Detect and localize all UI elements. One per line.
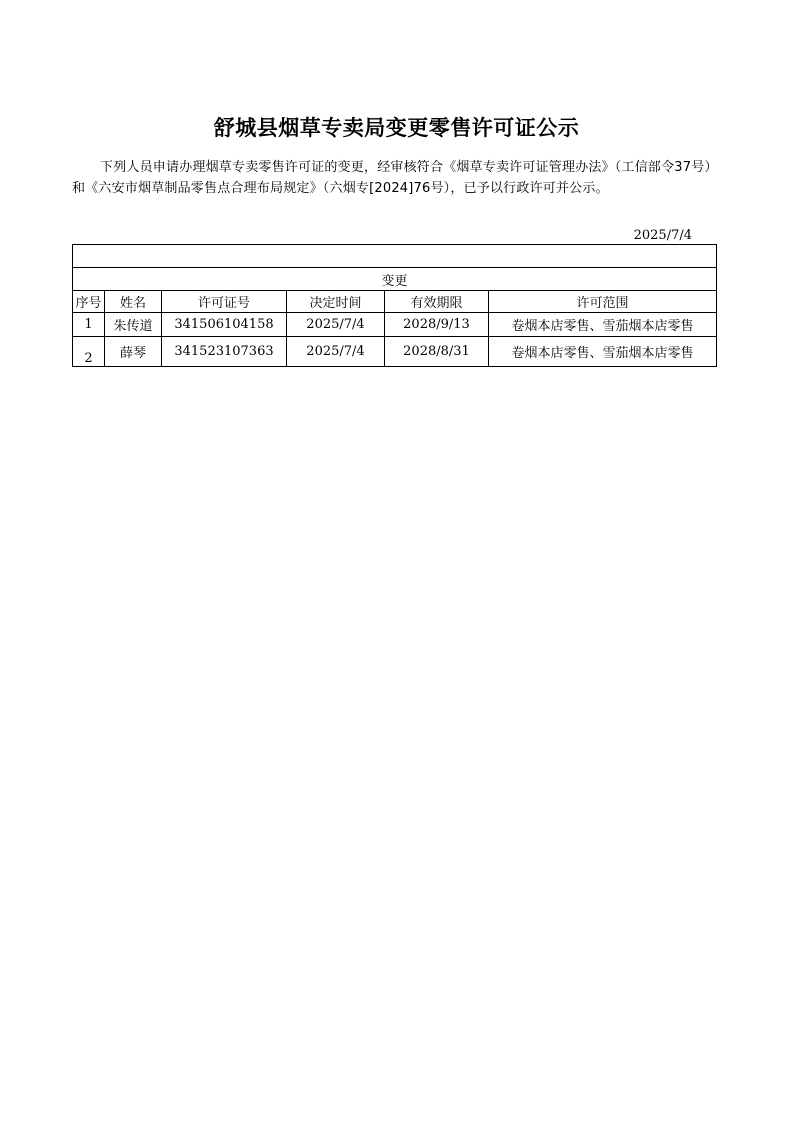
cell-name: 朱传道 [105,313,162,337]
cell-license-no: 341523107363 [162,337,287,367]
publish-date: 2025/7/4 [633,228,692,243]
table-group-row [73,268,717,291]
cell-valid-until: 2028/8/31 [385,337,489,367]
cell-decision-date: 2025/7/4 [287,337,385,367]
cell-scope: 卷烟本店零售、雪茄烟本店零售 [489,337,717,367]
table-row [73,337,717,367]
blank-cell [73,245,717,268]
header-decision-date: 决定时间 [287,291,385,313]
cell-seq: 2 [73,337,105,367]
header-name: 姓名 [105,291,162,313]
group-header-change: 变更 [73,268,717,291]
header-seq: 序号 [73,291,105,313]
cell-scope: 卷烟本店零售、雪茄烟本店零售 [489,313,717,337]
cell-valid-until: 2028/9/13 [385,313,489,337]
cell-name: 薛琴 [105,337,162,367]
table-header-row [73,291,717,313]
page-title: 舒城县烟草专卖局变更零售许可证公示 [213,116,580,140]
intro-paragraph: 下列人员申请办理烟草专卖零售许可证的变更，经审核符合《烟草专卖许可证管理办法》（工信部令37号）和《六安市烟草制品零售点合理布局规定》（六烟专[2024]76号），已予以行政许可并公示。 [72,160,718,196]
table-blank-row [73,245,717,268]
cell-license-no: 341506104158 [162,313,287,337]
table-row [73,313,717,337]
cell-decision-date: 2025/7/4 [287,313,385,337]
header-valid-until: 有效期限 [385,291,489,313]
header-license-no: 许可证号 [162,291,287,313]
cell-seq: 1 [73,313,105,337]
license-change-table [72,244,717,367]
header-scope: 许可范围 [489,291,717,313]
